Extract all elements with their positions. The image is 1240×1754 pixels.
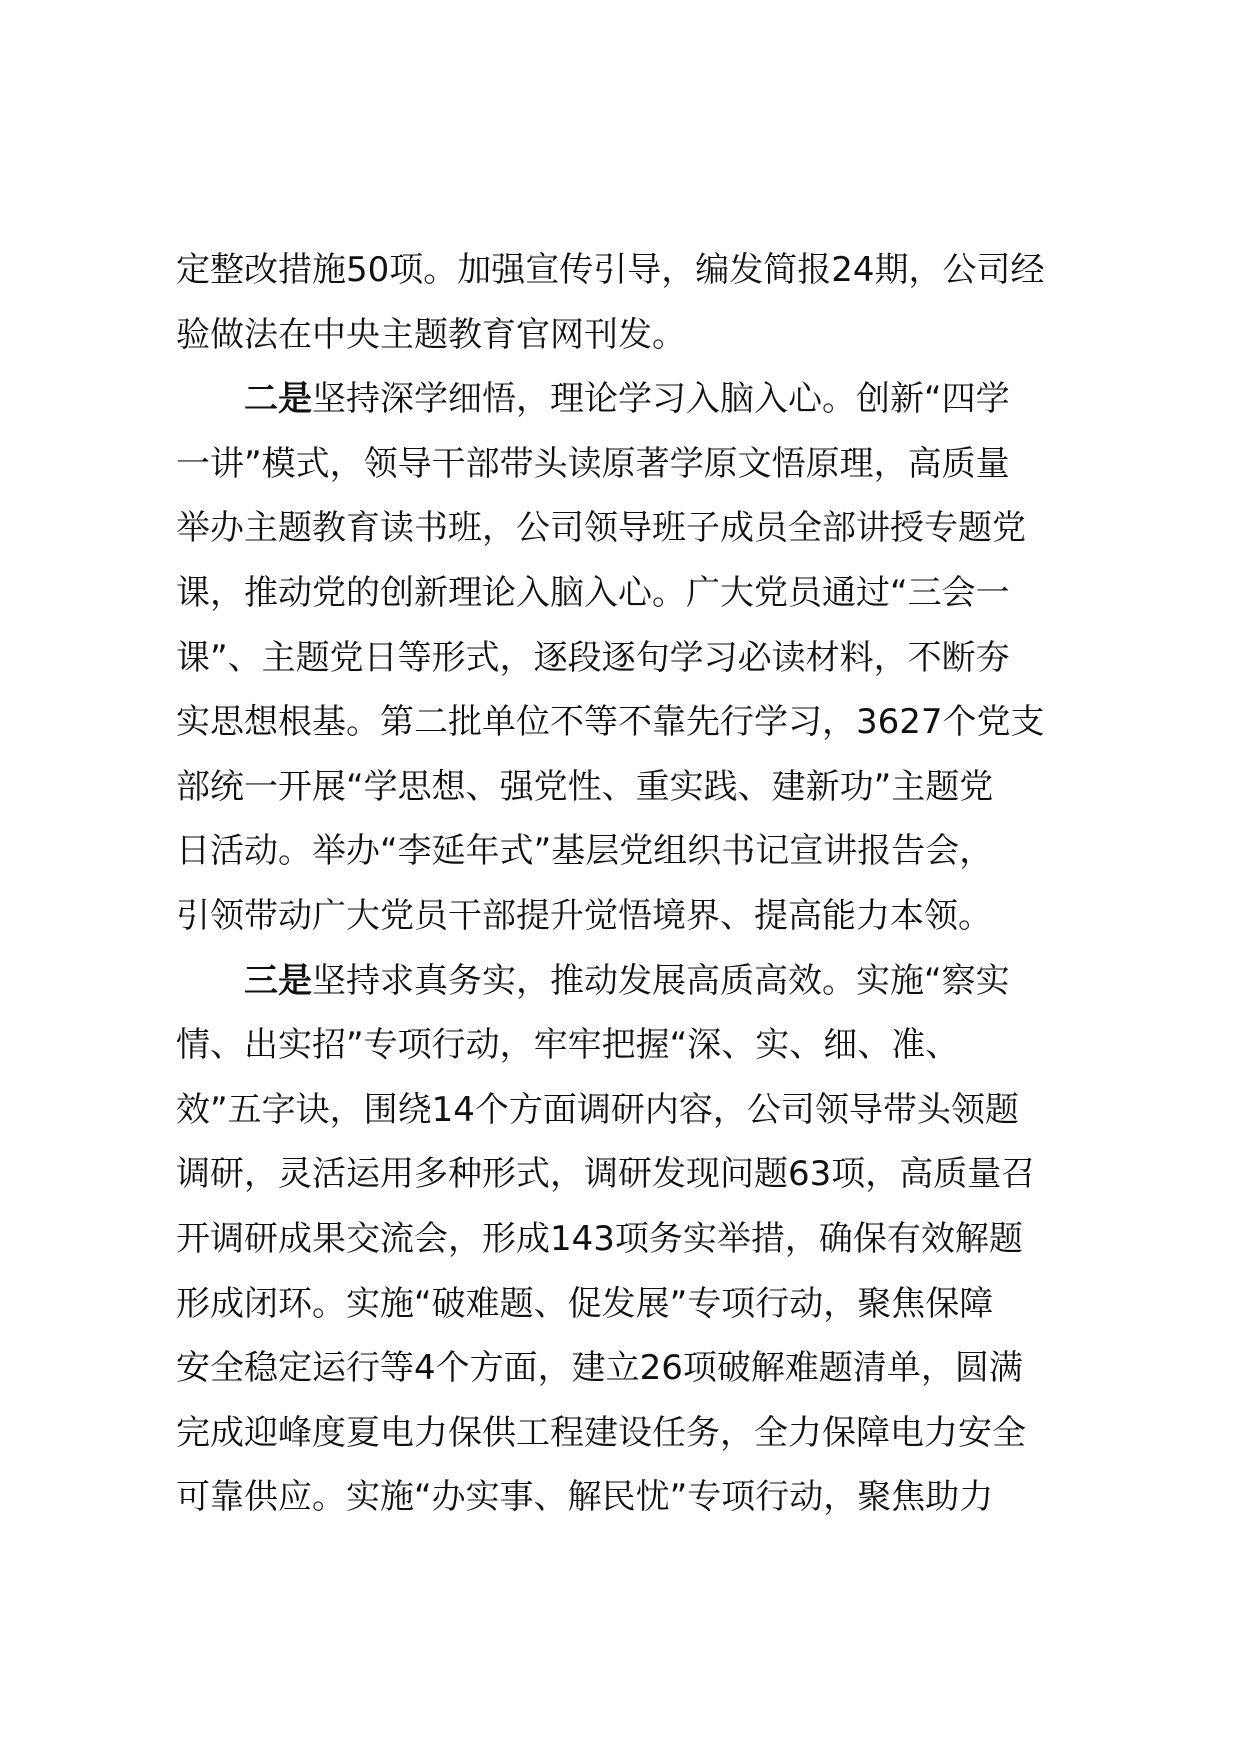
text-line: 部统一开展“学思想、强党性、重实践、建新功”主题党 bbox=[176, 766, 994, 807]
text-line: 定整改措施50项。加强宣传引导，编发简报24期，公司经 bbox=[176, 250, 1045, 290]
text-line: 实思想根基。第二批单位不等不靠先行学习，3627个党支 bbox=[176, 702, 1045, 743]
text-line: 情、出实招”专项行动，牢牢把握“深、实、细、准、 bbox=[176, 1025, 960, 1066]
text-line: 形成闭环。实施“破难题、促发展”专项行动，聚焦保障 bbox=[176, 1283, 994, 1324]
text-line: 课，推动党的创新理论入脑入心。广大党员通过“三会一 bbox=[176, 572, 1010, 613]
text-line: 举办主题教育读书班，公司领导班子成员全部讲授专题党 bbox=[176, 508, 1026, 549]
paragraph-lead: 三是 bbox=[244, 960, 312, 1001]
text-line: 引领带动广大党员干部提升觉悟境界、提高能力本领。 bbox=[176, 895, 992, 936]
paragraph-first-line bbox=[176, 367, 1106, 432]
text-line: 完成迎峰度夏电力保供工程建设任务，全力保障电力安全 bbox=[176, 1412, 1026, 1453]
text-line: 坚持深学细悟，理论学习入脑入心。创新“四学 bbox=[312, 379, 1010, 420]
paragraph-lead: 二是 bbox=[244, 379, 312, 420]
text-line: 可靠供应。实施“办实事、解民忧”专项行动，聚焦助力 bbox=[176, 1477, 994, 1518]
text-line: 坚持求真务实，推动发展高质高效。实施“察实 bbox=[312, 960, 1010, 1001]
text-line: 一讲”模式，领导干部带头读原著学原文悟原理，高质量 bbox=[176, 443, 1010, 484]
text-line: 效”五字诀，围绕14个方面调研内容，公司领导带头领题 bbox=[176, 1089, 1019, 1130]
text-line: 验做法在中央主题教育官网刊发。 bbox=[176, 314, 686, 355]
document-body bbox=[176, 238, 1106, 1530]
paragraph-first-line bbox=[176, 949, 1106, 1014]
text-line: 课”、主题党日等形式，逐段逐句学习必读材料，不断夯 bbox=[176, 637, 1010, 678]
text-line: 日活动。举办“李延年式”基层党组织书记宣讲报告会， bbox=[176, 831, 994, 872]
text-line: 开调研成果交流会，形成143项务实举措，确保有效解题 bbox=[176, 1218, 1023, 1259]
text-line: 安全稳定运行等4个方面，建立26项破解难题清单，圆满 bbox=[176, 1348, 1023, 1389]
text-line: 调研，灵活运用多种形式，调研发现问题63项，高质量召 bbox=[176, 1154, 1036, 1195]
